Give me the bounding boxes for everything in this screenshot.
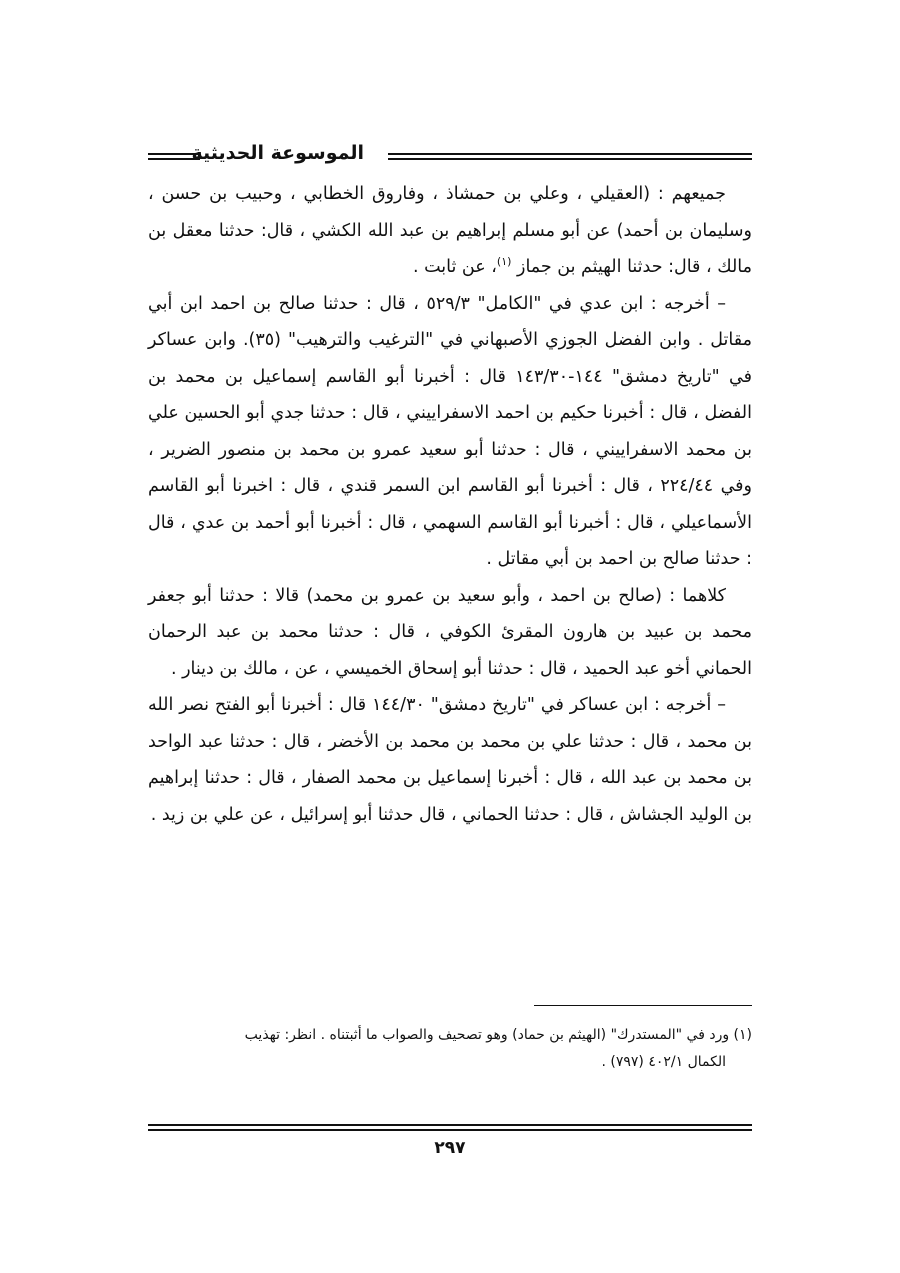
text-line: حسن ، وسليمان بن أحمد) عن أبو مسلم إبراهيم بن عبد الله الكشي ، قال: [148, 184, 752, 241]
text-line: قال : حدثنا عبد الواحد بن محمد بن عبد الله ، قال : أخبرنا إسماعيل بن محمد [148, 731, 752, 788]
text-line: حدثنا جدي أبو الحسين علي بن محمد الاسفراييني ، قال : حدثنا أبو سعيد [148, 403, 752, 460]
book-page [148, 138, 752, 1178]
text-line: الصفار ، قال : حدثنا إبراهيم بن الوليد الجشاش ، قال : حدثنا الحماني ، قال [148, 768, 752, 825]
running-header [148, 138, 752, 178]
text-line: ابن السمر قندي ، قال : اخبرنا أبو القاسم الأسماعيلي ، قال : أخبرنا أبو القاسم [148, 476, 752, 533]
header-rule-left [148, 153, 200, 160]
footnote-separator [534, 1005, 752, 1006]
text-line: إسماعيل بن محمد بن الفضل ، قال : أخبرنا حكيم بن احمد الاسفراييني ، قال : [148, 366, 752, 423]
footer-rule [148, 1124, 752, 1131]
paragraph-1 [148, 176, 752, 286]
text-line: الرحمان الحماني أخو عبد الحميد ، قال : حدثنا أبو إسحاق الخميسي ، عن ، [148, 622, 752, 679]
text-line: وابن عساكر في "تاريخ دمشق" ١٤٤-١٤٣/٣٠ قال : أخبرنا أبو القاسم [148, 330, 752, 387]
paragraph-2 [148, 286, 752, 578]
paragraph-3 [148, 578, 752, 688]
text-line: ابن أبي مقاتل . وابن الفضل الجوزي الأصبهاني في "الترغيب والترهيب" (٣٥). [148, 293, 752, 350]
header-title: الموسوعة الحديثية [191, 142, 364, 164]
text-line: كلاهما : (صالح بن احمد ، وأبو سعيد بن عمرو بن محمد) قالا : حدثنا [219, 585, 726, 606]
text-line: حدثنا أبو إسرائيل ، عن علي بن زيد . [150, 804, 414, 825]
text-line: أبي مقاتل . [486, 549, 570, 569]
header-rule-right [388, 153, 752, 160]
text-line: عمرو بن محمد بن منصور الضرير ، وفي ٢٢٤/٤٤ ، قال : أخبرنا أبو القاسم [148, 439, 752, 496]
paragraph-4 [148, 687, 752, 833]
text-line: السهمي ، قال : أخبرنا أبو أحمد بن عدي ، قال : حدثنا صالح بن احمد بن [148, 512, 752, 569]
text-line: جميعهم : (العقيلي ، وعلي بن حمشاذ ، وفاروق الخطابي ، وحبيب بن [209, 184, 726, 204]
text-line: – أخرجه : ابن عدي في "الكامل" ٥٢٩/٣ ، قال : حدثنا صالح بن احمد [210, 293, 726, 314]
text-line: الفتح نصر الله بن محمد ، قال : حدثنا علي بن محمد بن محمد بن الأخضر ، [148, 695, 752, 752]
main-text [148, 176, 752, 833]
text-line: – أخرجه : ابن عساكر في "تاريخ دمشق" ١٤٤/٣٠ قال : أخبرنا أبو [256, 695, 726, 715]
footnote-line-2: الكمال ٤٠٢/١ (٧٩٧) . [601, 1054, 726, 1070]
text-line: حدثنا معقل بن مالك ، قال: حدثنا الهيثم بن جماز [148, 220, 752, 277]
footnote-line-1: (١) ورد في "المستدرك" (الهيثم بن حماد) وهو تصحيف والصواب ما أثبتناه . انظر: تهذيب [244, 1027, 752, 1043]
page-number: ٢٩٧ [434, 1138, 466, 1158]
footnote [148, 1022, 752, 1076]
text-line: ، عن ثابت . [412, 257, 497, 277]
footnote-marker[interactable]: (١) [496, 255, 512, 269]
text-line: أبو جعفر محمد بن عبيد بن هارون المقرئ الكوفي ، قال : حدثنا محمد بن عبد [148, 585, 752, 642]
text-line: مالك بن دينار . [170, 658, 278, 679]
